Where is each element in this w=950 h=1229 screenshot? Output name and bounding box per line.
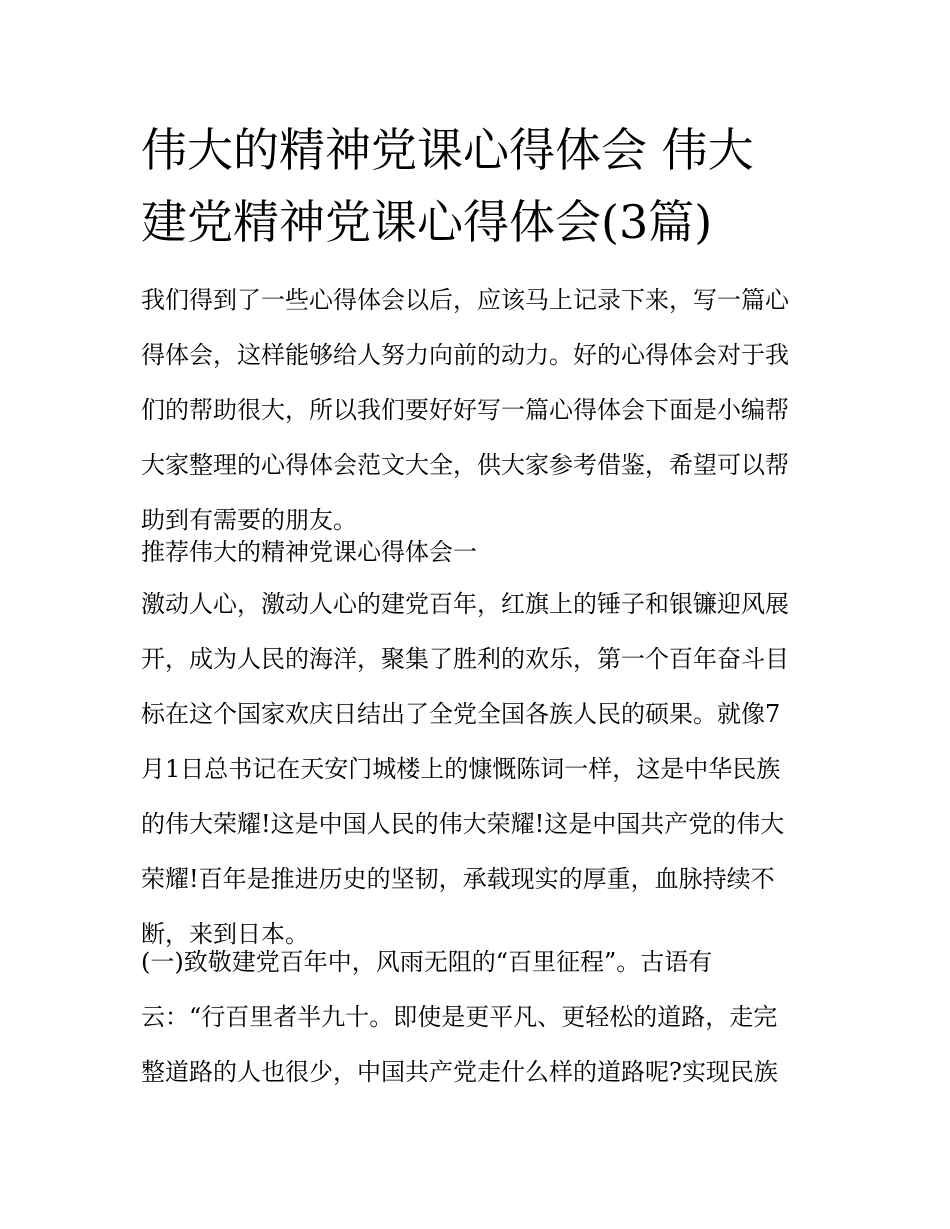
- text-line: 得体会，这样能够给人努力向前的动力。好的心得体会对于我: [141, 341, 789, 369]
- text-line: 开，成为人民的海洋，聚集了胜利的欢乐，第一个百年奋斗目: [141, 645, 789, 673]
- section-heading-text: 推荐伟大的精神党课心得体会一: [141, 538, 477, 566]
- text-line: (一)致敬建党百年中，风雨无阻的“百里征程”。古语有: [141, 948, 713, 976]
- text-line: 整道路的人也很少，中国共产党走什么样的道路呢?实现民族: [141, 1058, 778, 1086]
- text-line: 的伟大荣耀!这是中国人民的伟大荣耀!这是中国共产党的伟大: [141, 810, 785, 838]
- text-line: 标在这个国家欢庆日结出了全党全国各族人民的硕果。就像7: [141, 700, 781, 728]
- paragraph-1: [141, 577, 821, 962]
- title-line: 建党精神党课心得体会(3篇): [141, 195, 713, 249]
- text-line: 助到有需要的朋友。: [141, 506, 357, 534]
- intro-paragraph: [141, 273, 821, 548]
- text-line: 大家整理的心得体会范文大全，供大家参考借鉴，希望可以帮: [141, 451, 789, 479]
- text-line: 云：“行百里者半九十。即使是更平凡、更轻松的道路，走完: [141, 1003, 778, 1031]
- title-line: 伟大的精神党课心得体会 伟大: [141, 123, 754, 177]
- text-line: 断，来到日本。: [141, 920, 309, 948]
- document-title: [141, 114, 841, 258]
- paragraph-2: [141, 935, 821, 1100]
- section-heading: [141, 525, 821, 580]
- text-line: 我们得到了一些心得体会以后，应该马上记录下来，写一篇心: [141, 286, 789, 314]
- text-line: 荣耀!百年是推进历史的坚韧，承载现实的厚重，血脉持续不: [141, 865, 775, 893]
- text-line: 月1日总书记在天安门城楼上的慷慨陈词一样，这是中华民族: [141, 755, 781, 783]
- text-line: 激动人心，激动人心的建党百年，红旗上的锤子和银镰迎风展: [141, 590, 789, 618]
- text-line: 们的帮助很大，所以我们要好好写一篇心得体会下面是小编帮: [141, 396, 789, 424]
